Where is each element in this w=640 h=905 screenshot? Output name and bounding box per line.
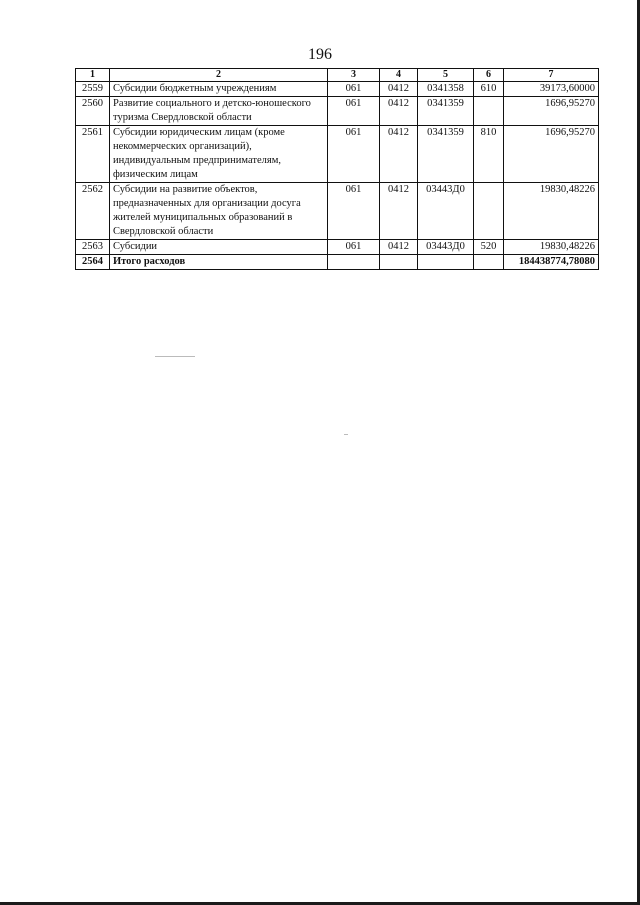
column-header: 7 [504, 69, 599, 82]
page-number: 196 [308, 46, 332, 63]
budget-table [75, 68, 599, 270]
cell-col-6: 810 [474, 126, 504, 183]
cell-col-6 [474, 183, 504, 240]
cell-col-4: 0412 [380, 82, 418, 97]
cell-col-5: 03443Д0 [418, 183, 474, 240]
cell-col-6: 610 [474, 82, 504, 97]
cell-col-5: 03443Д0 [418, 240, 474, 255]
table-row [76, 97, 599, 126]
cell-amount: 19830,48226 [504, 183, 599, 240]
scan-speck [155, 356, 195, 357]
table-row [76, 126, 599, 183]
cell-col-4: 0412 [380, 240, 418, 255]
column-header: 1 [76, 69, 110, 82]
cell-col-4 [380, 255, 418, 270]
cell-amount: 19830,48226 [504, 240, 599, 255]
cell-col-5: 0341359 [418, 97, 474, 126]
table-header-row [76, 69, 599, 82]
column-header: 5 [418, 69, 474, 82]
cell-amount: 1696,95270 [504, 126, 599, 183]
row-number: 2560 [76, 97, 110, 126]
cell-amount: 1696,95270 [504, 97, 599, 126]
column-header: 2 [110, 69, 328, 82]
scan-speck [344, 434, 348, 435]
cell-col-6 [474, 97, 504, 126]
table-row [76, 82, 599, 97]
cell-col-4: 0412 [380, 97, 418, 126]
row-name: Развитие социального и детско-юношеского туризма Свердловской области [110, 97, 328, 126]
row-name: Субсидии [110, 240, 328, 255]
cell-amount: 184438774,78080 [504, 255, 599, 270]
row-number: 2559 [76, 82, 110, 97]
table-total-row [76, 255, 599, 270]
row-number: 2563 [76, 240, 110, 255]
column-header: 6 [474, 69, 504, 82]
row-name: Субсидии бюджетным учреждениям [110, 82, 328, 97]
row-name: Итого расходов [110, 255, 328, 270]
cell-col-6: 520 [474, 240, 504, 255]
row-number: 2561 [76, 126, 110, 183]
column-header: 4 [380, 69, 418, 82]
cell-col-5: 0341358 [418, 82, 474, 97]
row-number: 2564 [76, 255, 110, 270]
cell-col-3: 061 [328, 126, 380, 183]
cell-col-3: 061 [328, 240, 380, 255]
cell-col-3: 061 [328, 183, 380, 240]
column-header: 3 [328, 69, 380, 82]
cell-col-6 [474, 255, 504, 270]
cell-col-3: 061 [328, 82, 380, 97]
cell-col-4: 0412 [380, 183, 418, 240]
cell-col-3 [328, 255, 380, 270]
cell-col-3: 061 [328, 97, 380, 126]
table-row [76, 183, 599, 240]
row-name: Субсидии юридическим лицам (кроме некоммерческих организаций), индивидуальным предпринимателям, физическим лицам [110, 126, 328, 183]
row-name: Субсидии на развитие объектов, предназначенных для организации досуга жителей муниципальных образований в Свердловской области [110, 183, 328, 240]
cell-col-5: 0341359 [418, 126, 474, 183]
row-number: 2562 [76, 183, 110, 240]
cell-amount: 39173,60000 [504, 82, 599, 97]
cell-col-4: 0412 [380, 126, 418, 183]
table-row [76, 240, 599, 255]
cell-col-5 [418, 255, 474, 270]
